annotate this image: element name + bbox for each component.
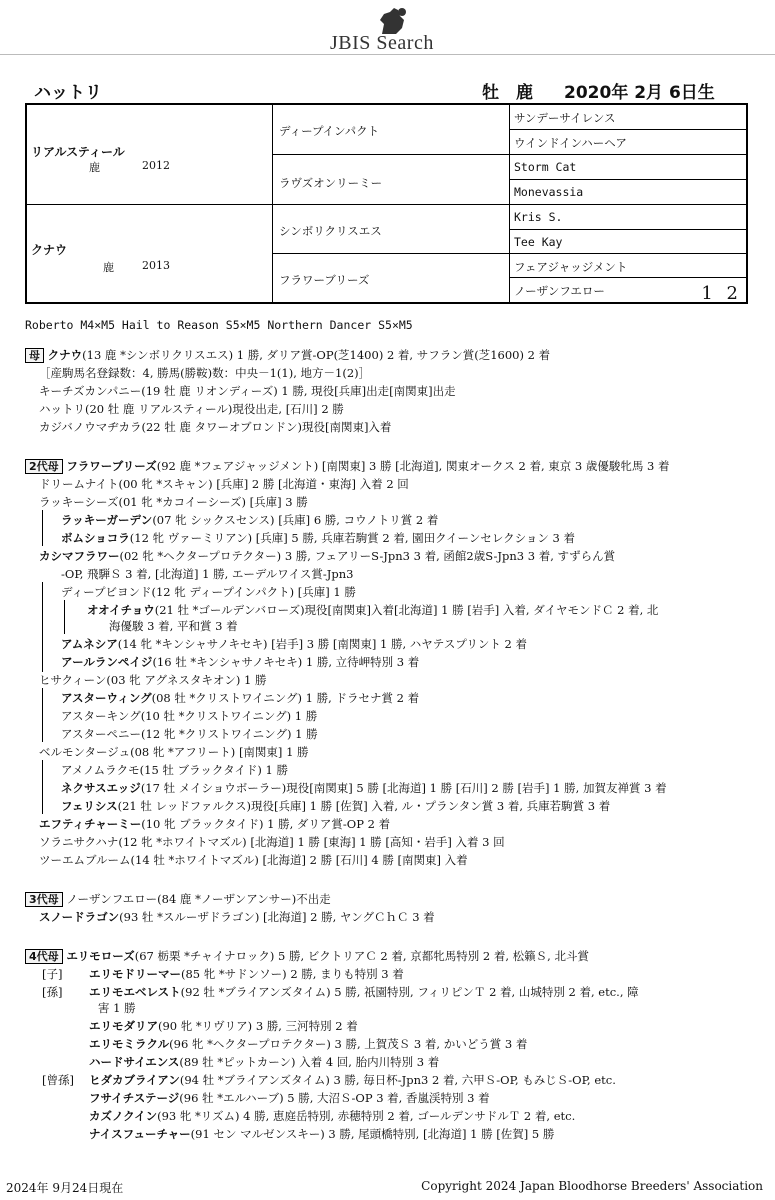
fourth-dam-line <box>25 948 589 964</box>
second-dam-offspring[interactable]: ドリームナイト(00 牝 *スキャン) [兵庫] 2 勝 [北海道・東海] 入着 2 回 <box>39 477 409 491</box>
copyright: Copyright 2024 Japan Bloodhorse Breeders' Association <box>421 1179 763 1193</box>
horse-link[interactable]: アムネシア <box>61 637 118 651</box>
fourth-dam-descendant <box>89 1054 439 1070</box>
fourth-dam-tag: 4代母 <box>25 949 63 964</box>
relation-label: [孫] <box>42 985 63 999</box>
tree-connector <box>42 510 43 546</box>
sire-sire-dam-name[interactable]: ウインドインハーヘア <box>514 136 627 150</box>
sire-name[interactable]: リアルスティール <box>31 145 125 159</box>
dam-tag: 母 <box>25 348 44 363</box>
second-dam-grandchild[interactable]: アスターペニー(12 牝 *クリストワイニング) 1 勝 <box>61 727 318 741</box>
fourth-dam-descendant <box>89 1090 490 1106</box>
header-divider <box>0 54 775 55</box>
second-dam-offspring <box>39 548 615 564</box>
horse-detail: (21 牡 レッドファルクス)現役[兵庫] 1 勝 [佐賀] 入着, ル・プランタン賞 3 着, 兵庫若駒賞 3 着 <box>117 799 611 813</box>
relation-label: [子] <box>42 967 63 981</box>
fourth-dam-descendant <box>89 966 404 982</box>
horse-detail: (96 牡 *エルハーブ) 5 勝, 大沼Ｓ-OP 3 着, 香嵐渓特別 3 着 <box>179 1091 490 1105</box>
second-dam-grandchild[interactable]: ディープビヨンド(12 牝 ディープインパクト) [兵庫] 1 勝 <box>61 585 356 599</box>
second-dam-tag: 2代母 <box>25 459 63 474</box>
horse-link[interactable]: スノードラゴン <box>39 910 120 924</box>
sire-coat: 鹿 <box>89 161 100 174</box>
fourth-dam-descendant <box>89 984 639 1000</box>
horse-link[interactable]: エリモエベレスト <box>89 985 181 999</box>
sire-dam-name[interactable]: ラヴズオンリーミー <box>279 176 383 190</box>
tree-connector <box>42 760 43 814</box>
sire-sire-cell <box>273 105 510 155</box>
second-dam-offspring[interactable]: ソラニサクハナ(12 牝 *ホワイトマズル) [北海道] 1 勝 [東海] 1 勝 [高知・岩手] 入着 3 回 <box>39 835 505 849</box>
second-dam-grandchild <box>61 654 419 670</box>
horse-link[interactable]: アールランペイジ <box>61 655 153 669</box>
dam-sire-cell <box>273 205 510 254</box>
horse-detail: (93 牝 *リズム) 4 勝, 恵庭岳特別, 赤穂特別 2 着, ゴールデンサドルＴ 2 着, etc. <box>157 1109 576 1123</box>
tree-connector <box>42 582 43 672</box>
horse-link[interactable]: オオイチョウ <box>87 603 155 617</box>
ped-g3-8 <box>510 278 746 302</box>
horse-birthdate: 2020年 2月 6日生 <box>564 83 715 103</box>
sire-dam-dam-name[interactable]: Monevassia <box>514 185 584 199</box>
second-dam-grandchild <box>61 798 610 814</box>
horse-link[interactable]: ヒダカブライアン <box>89 1073 180 1087</box>
second-dam-offspring[interactable]: ラッキーシーズ(01 牝 *カコイーシーズ) [兵庫] 3 勝 <box>39 495 308 509</box>
site-name: JBIS Search <box>330 32 434 54</box>
horse-detail: (85 牝 *サドンソー) 2 勝, まりも特別 3 着 <box>181 967 404 981</box>
horse-link[interactable]: ボムショコラ <box>61 531 130 545</box>
sire-cell <box>27 105 273 205</box>
family-number: 1 2 <box>701 283 742 304</box>
horse-detail: (91 セン マルゼンスキー) 3 勝, 尾頭橋特別, [北海道] 1 勝 [佐賀] 5 勝 <box>190 1127 555 1141</box>
dam-offspring-line[interactable]: キーチズカンパニー(19 牡 鹿 リオンディーズ) 1 勝, 現役[兵庫]出走[南関東]出走 <box>39 384 456 398</box>
third-dam-line <box>25 891 331 907</box>
second-dam-grandchild <box>61 690 419 706</box>
ped-g3-7 <box>510 254 746 278</box>
dam-line-0 <box>25 347 550 363</box>
third-dam-offspring <box>39 909 435 925</box>
horse-link[interactable]: エフティチャーミー <box>39 817 142 831</box>
tree-connector <box>64 600 65 634</box>
dam-dam-cell <box>273 254 510 302</box>
horse-link[interactable]: アスターウィング <box>61 691 152 705</box>
ped-g3-6 <box>510 230 746 254</box>
dam-sire-sire-name[interactable]: Kris S. <box>514 210 563 224</box>
second-dam-continuation: 海優駿 3 着, 平和賞 3 着 <box>109 619 238 633</box>
ped-g3-5 <box>510 205 746 230</box>
horse-link[interactable]: ハードサイエンス <box>89 1055 180 1069</box>
dam-sire-name[interactable]: シンボリクリスエス <box>279 224 382 238</box>
sire-dam-cell <box>273 155 510 205</box>
second-dam-detail: (92 鹿 *フェアジャッジメント) [南関東] 3 勝 [北海道], 関東オークス 2 着, 東京 3 歳優駿牝馬 3 着 <box>156 459 670 473</box>
fourth-dam-detail: (67 栃栗 *チャイナロック) 5 勝, ビクトリアＣ 2 着, 京都牝馬特別 2 着, 松籟Ｓ, 北斗賞 <box>134 949 589 963</box>
second-dam-offspring[interactable]: ベルモンタージュ(08 牝 *アフリート) [南関東] 1 勝 <box>39 745 309 759</box>
pedigree-table <box>25 103 748 304</box>
fourth-dam-descendant <box>89 1072 616 1088</box>
horse-detail: (89 牡 *ピットカーン) 入着 4 回, 胎内川特別 3 着 <box>179 1055 440 1069</box>
dam-sire-dam-name[interactable]: Tee Kay <box>514 235 563 249</box>
dam-offspring-line[interactable]: ハットリ(20 牡 鹿 リアルスティール)現役出走, [石川] 2 勝 <box>39 402 344 416</box>
ped-g3-1 <box>510 105 746 130</box>
horse-sex: 牡 <box>482 83 499 103</box>
horse-link[interactable]: エリモダリア <box>89 1019 158 1033</box>
dam-detail: (13 鹿 *シンボリクリスエス) 1 勝, ダリア賞-OP(芝1400) 2 着, サフラン賞(芝1600) 2 着 <box>82 348 551 362</box>
horse-detail: (16 牡 *キンシャサノキセキ) 1 勝, 立待岬特別 3 着 <box>152 655 420 669</box>
third-dam-link[interactable]: ノーザンフエロー(84 鹿 *ノーザンアンサー)不出走 <box>66 892 331 906</box>
horse-link[interactable]: カシマフラワー <box>39 549 120 563</box>
horse-detail: (08 牡 *クリストワイニング) 1 勝, ドラセナ賞 2 着 <box>151 691 420 705</box>
relation-label: [曾孫] <box>42 1073 74 1087</box>
horse-link[interactable]: フサイチステージ <box>89 1091 180 1105</box>
horse-name: ハットリ <box>34 83 102 103</box>
as-of-date: 2024年 9月24日現在 <box>6 1181 124 1195</box>
dam-name[interactable]: クナウ <box>31 243 68 257</box>
horse-detail: (21 牡 *ゴールデンバローズ)現役[南関東]入着[北海道] 1 勝 [岩手] 入着, ダイヤモンドＣ 2 着, 北 <box>154 603 659 617</box>
dam-link[interactable]: クナウ <box>47 348 83 362</box>
sire-sire-sire-name[interactable]: サンデーサイレンス <box>514 111 616 125</box>
horse-detail: (07 牝 シックスセンス) [兵庫] 6 勝, コウノトリ賞 2 着 <box>152 513 439 527</box>
dam-year: 2013 <box>142 259 170 272</box>
horse-link[interactable]: エリモミラクル <box>89 1037 170 1051</box>
ped-g3-2 <box>510 130 746 155</box>
second-dam-offspring <box>39 816 390 832</box>
horse-detail: (14 牝 *キンシャサノキセキ) [岩手] 3 勝 [南関東] 1 勝, ハヤテスプリント 2 着 <box>117 637 528 651</box>
horse-title-row <box>34 78 734 104</box>
dam-offspring-summary: ［産駒馬名登録数：4, 勝馬(勝鞍)数：中央－1(1), 地方－1(2)］ <box>39 366 371 380</box>
second-dam-grandchild <box>61 780 667 796</box>
horse-link[interactable]: エリモドリーマー <box>89 967 181 981</box>
dam-coat: 鹿 <box>103 261 114 274</box>
fourth-dam-descendant <box>89 1018 358 1034</box>
second-dam-grandchild <box>61 530 575 546</box>
second-dam-offspring[interactable]: ツーエムブルーム(14 牡 *ホワイトマズル) [北海道] 2 勝 [石川] 4 勝 [南関東] 入着 <box>39 853 468 867</box>
horse-detail: (92 牡 *ブライアンズタイム) 5 勝, 祇園特別, フィリピンＴ 2 着, 山城特別 2 着, etc., 障 <box>180 985 639 999</box>
horse-link[interactable]: ナイスフューチャー <box>89 1127 191 1141</box>
horse-detail: (02 牝 *ヘクタープロテクター) 3 勝, フェアリーS-Jpn3 3 着, 函館2歳S-Jpn3 3 着, すずらん賞 <box>119 549 616 563</box>
horse-link[interactable]: フェリシス <box>61 799 118 813</box>
second-dam-great-grandchild <box>87 602 658 618</box>
fourth-dam-link[interactable]: エリモローズ <box>66 949 135 963</box>
ped-g3-3 <box>510 155 746 180</box>
second-dam-continuation: -OP, 飛騨Ｓ 3 着, [北海道] 1 勝, エーデルワイス賞-Jpn3 <box>61 567 354 581</box>
jbis-logo[interactable] <box>330 6 460 56</box>
horse-coat: 鹿 <box>516 83 533 103</box>
horse-detail: (90 牝 *リヴリア) 3 勝, 三河特別 2 着 <box>158 1019 358 1033</box>
second-dam-offspring[interactable]: ヒサクィーン(03 牝 アグネスタキオン) 1 勝 <box>39 673 267 687</box>
second-dam-link[interactable]: フラワーブリーズ <box>66 459 157 473</box>
fourth-dam-continuation: 害 1 勝 <box>98 1001 136 1015</box>
horse-detail: (93 牡 *スルーザドラゴン) [北海道] 2 勝, ヤングＣｈＣ 3 着 <box>119 910 435 924</box>
inbreeding-info: Roberto M4×M5 Hail to Reason S5×M5 Northern Dancer S5×M5 <box>25 318 413 332</box>
horse-link[interactable]: ラッキーガーデン <box>61 513 153 527</box>
horse-link[interactable]: ネクサスエッジ <box>61 781 141 795</box>
ped-g3-4 <box>510 180 746 205</box>
horse-detail: (12 牝 ヴァーミリアン) [兵庫] 5 勝, 兵庫若駒賞 2 着, 園田クイーンセレクション 3 着 <box>129 531 575 545</box>
sire-sire-name[interactable]: ディープインパクト <box>279 124 380 138</box>
second-dam-grandchild <box>61 636 527 652</box>
dam-dam-sire-name[interactable]: フェアジャッジメント <box>514 260 628 274</box>
horse-link[interactable]: カズノクイン <box>89 1109 158 1123</box>
dam-dam-name[interactable]: フラワーブリーズ <box>279 273 370 287</box>
horse-detail: (94 牡 *ブライアンズタイム) 3 勝, 毎日杯-Jpn3 2 着, 六甲Ｓ-OP, もみじＳ-OP, etc. <box>179 1073 616 1087</box>
sire-dam-sire-name[interactable]: Storm Cat <box>514 160 577 174</box>
horse-detail: (17 牡 メイショウボーラー)現役[南関東] 5 勝 [北海道] 1 勝 [石川] 2 勝 [岩手] 1 勝, 加賀友禅賞 3 着 <box>140 781 667 795</box>
second-dam-line <box>25 458 670 474</box>
dam-cell <box>27 205 273 302</box>
horse-detail: (10 牝 ブラックタイド) 1 勝, ダリア賞-OP 2 着 <box>141 817 391 831</box>
fourth-dam-descendant <box>89 1126 554 1142</box>
horse-detail: (96 牝 *ヘクタープロテクター) 3 勝, 上賀茂Ｓ 3 着, かいどう賞 3 着 <box>169 1037 528 1051</box>
fourth-dam-descendant <box>89 1036 527 1052</box>
third-dam-tag: 3代母 <box>25 892 63 907</box>
second-dam-grandchild[interactable]: アメノムラクモ(15 牡 ブラックタイド) 1 勝 <box>61 763 289 777</box>
fourth-dam-descendant <box>89 1108 575 1124</box>
dam-offspring-line[interactable]: カジバノウマヂカラ(22 牡 鹿 タワーオブロンドン)現役[南関東]入着 <box>39 420 392 434</box>
second-dam-grandchild[interactable]: アスターキング(10 牡 *クリストワイニング) 1 勝 <box>61 709 318 723</box>
sire-year: 2012 <box>142 159 170 172</box>
dam-dam-dam-name[interactable]: ノーザンフエロー <box>514 284 605 298</box>
second-dam-grandchild <box>61 512 438 528</box>
tree-connector <box>42 688 43 742</box>
